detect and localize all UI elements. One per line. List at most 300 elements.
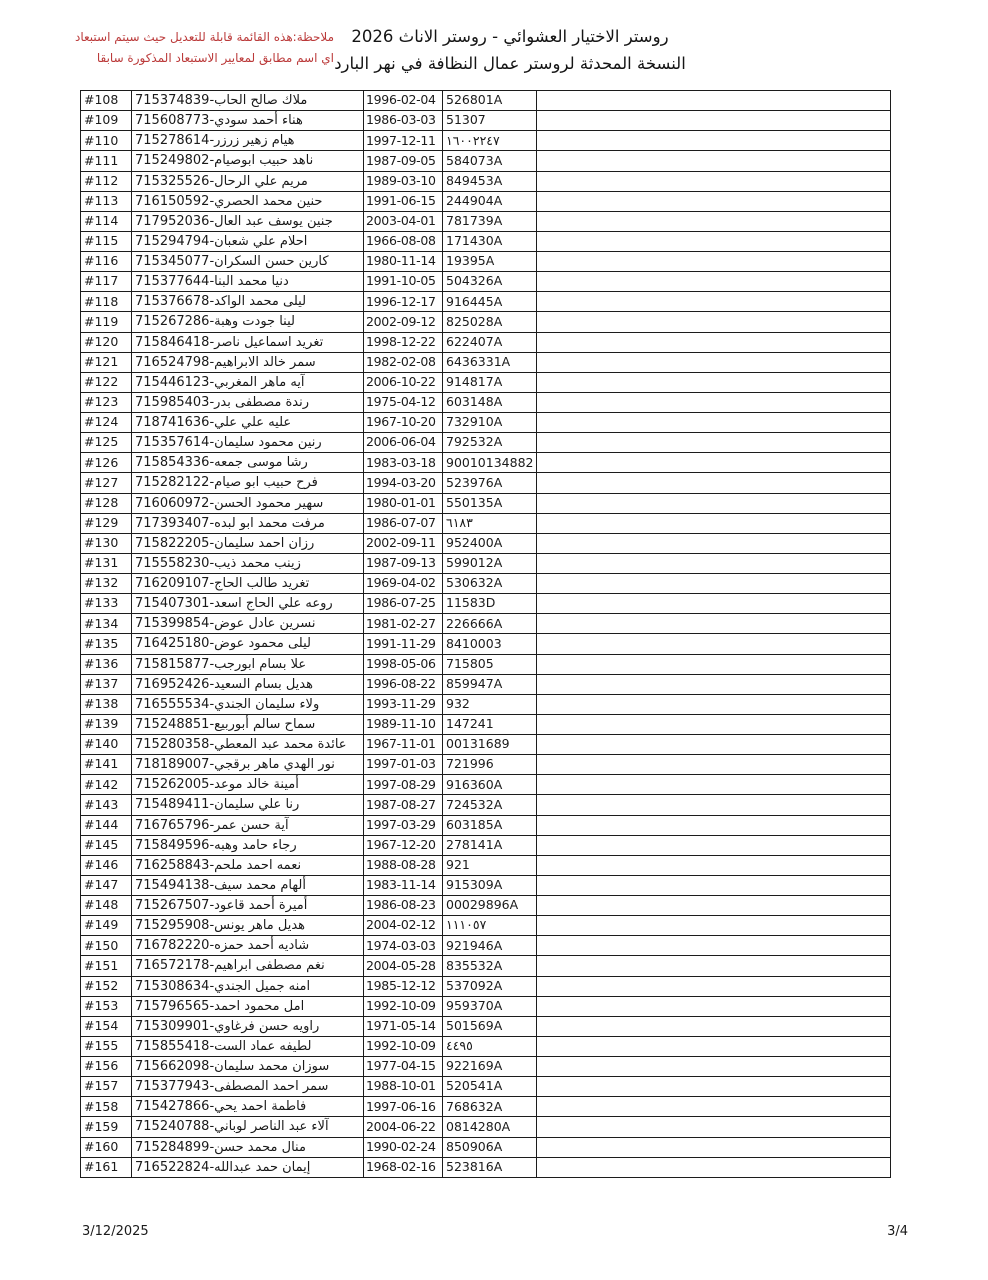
doc-id-cell: 0814280A	[443, 1117, 537, 1137]
name-id-cell: نور الهدي ماهر برقجي-718189007	[132, 755, 364, 775]
notes-cell	[537, 413, 891, 433]
dob-cell: 1983-03-18	[364, 453, 443, 473]
name-id-cell: منال محمد حسن-715284899	[132, 1137, 364, 1157]
notes-cell	[537, 875, 891, 895]
table-row	[81, 453, 891, 473]
doc-id-cell: 00029896A	[443, 896, 537, 916]
doc-id-cell: 721996	[443, 755, 537, 775]
doc-id-cell: 622407A	[443, 332, 537, 352]
notes-cell	[537, 1036, 891, 1056]
name-id-cell: آلاء عبد الناصر لوباني-715240788	[132, 1117, 364, 1137]
row-number-cell: #124	[81, 413, 132, 433]
row-number-cell: #131	[81, 553, 132, 573]
dob-cell: 2004-05-28	[364, 956, 443, 976]
name-id-cell: تغريد اسماعيل ناصر-715846418	[132, 332, 364, 352]
dob-cell: 2004-02-12	[364, 916, 443, 936]
dob-cell: 1997-03-29	[364, 815, 443, 835]
notes-cell	[537, 714, 891, 734]
table-row	[81, 292, 891, 312]
name-id-cell: رزان احمد سليمان-715822205	[132, 533, 364, 553]
table-row	[81, 1097, 891, 1117]
table-row	[81, 1137, 891, 1157]
dob-cell: 1974-03-03	[364, 936, 443, 956]
name-id-cell: عليه علي علي-718741636	[132, 413, 364, 433]
name-id-cell: امل محمود احمد-715796565	[132, 996, 364, 1016]
doc-id-cell: 599012A	[443, 553, 537, 573]
doc-id-cell: 959370A	[443, 996, 537, 1016]
document-title-line2: النسخة المحدثة لروستر عمال النظافة في نهر البارد	[334, 54, 686, 73]
name-id-cell: أمينة خالد موعد-715262005	[132, 775, 364, 795]
row-number-cell: #111	[81, 151, 132, 171]
dob-cell: 1991-06-15	[364, 191, 443, 211]
row-number-cell: #129	[81, 513, 132, 533]
dob-cell: 1992-10-09	[364, 996, 443, 1016]
name-id-cell: ليلى محمد الواكد-715376678	[132, 292, 364, 312]
name-id-cell: علا بسام ابورجب-715815877	[132, 654, 364, 674]
notes-cell	[537, 111, 891, 131]
table-row	[81, 815, 891, 835]
table-row	[81, 1077, 891, 1097]
doc-id-cell: 6436331A	[443, 352, 537, 372]
dob-cell: 1982-02-08	[364, 352, 443, 372]
name-id-cell: عائدة محمد عبد المعطي-715280358	[132, 735, 364, 755]
doc-id-cell: 90010134882	[443, 453, 537, 473]
dob-cell: 1996-12-17	[364, 292, 443, 312]
notes-cell	[537, 171, 891, 191]
doc-id-cell: 147241	[443, 714, 537, 734]
dob-cell: 2004-06-22	[364, 1117, 443, 1137]
table-row	[81, 533, 891, 553]
name-id-cell: مريم علي الرحال-715325526	[132, 171, 364, 191]
doc-id-cell: 8410003	[443, 634, 537, 654]
name-id-cell: نعمه احمد ملحم-716258843	[132, 855, 364, 875]
row-number-cell: #141	[81, 755, 132, 775]
doc-id-cell: 914817A	[443, 372, 537, 392]
dob-cell: 1971-05-14	[364, 1016, 443, 1036]
doc-id-cell: 278141A	[443, 835, 537, 855]
doc-id-cell: 849453A	[443, 171, 537, 191]
name-id-cell: تغريد طالب الحاج-716209107	[132, 574, 364, 594]
dob-cell: 1980-01-01	[364, 493, 443, 513]
table-row	[81, 473, 891, 493]
table-row	[81, 654, 891, 674]
table-row	[81, 855, 891, 875]
table-row	[81, 211, 891, 231]
name-id-cell: رشا موسى جمعه-715854336	[132, 453, 364, 473]
dob-cell: 1994-03-20	[364, 473, 443, 493]
table-row	[81, 1117, 891, 1137]
notes-cell	[537, 131, 891, 151]
notes-cell	[537, 553, 891, 573]
table-row	[81, 332, 891, 352]
row-number-cell: #139	[81, 714, 132, 734]
name-id-cell: فرح حبيب ابو صيام-715282122	[132, 473, 364, 493]
dob-cell: 1985-12-12	[364, 976, 443, 996]
table-row	[81, 795, 891, 815]
table-row	[81, 352, 891, 372]
notes-cell	[537, 1097, 891, 1117]
dob-cell: 1977-04-15	[364, 1057, 443, 1077]
notes-cell	[537, 735, 891, 755]
dob-cell: 1986-03-03	[364, 111, 443, 131]
dob-cell: 2006-10-22	[364, 372, 443, 392]
notes-cell	[537, 91, 891, 111]
dob-cell: 1966-08-08	[364, 231, 443, 251]
table-row	[81, 594, 891, 614]
row-number-cell: #133	[81, 594, 132, 614]
row-number-cell: #153	[81, 996, 132, 1016]
doc-id-cell: ٤٤٩٥	[443, 1036, 537, 1056]
dob-cell: 1975-04-12	[364, 392, 443, 412]
table-row	[81, 312, 891, 332]
dob-cell: 1991-11-29	[364, 634, 443, 654]
doc-id-cell: 501569A	[443, 1016, 537, 1036]
table-row	[81, 372, 891, 392]
doc-id-cell: 932	[443, 694, 537, 714]
dob-cell: 1998-12-22	[364, 332, 443, 352]
doc-id-cell: 792532A	[443, 433, 537, 453]
doc-id-cell: 781739A	[443, 211, 537, 231]
name-id-cell: آيه ماهر المغربي-715446123	[132, 372, 364, 392]
dob-cell: 1969-04-02	[364, 574, 443, 594]
notes-cell	[537, 654, 891, 674]
row-number-cell: #108	[81, 91, 132, 111]
notes-cell	[537, 533, 891, 553]
doc-id-cell: 922169A	[443, 1057, 537, 1077]
table-row	[81, 111, 891, 131]
name-id-cell: سماح سالم أبوربيع-715248851	[132, 714, 364, 734]
row-number-cell: #157	[81, 1077, 132, 1097]
table-row	[81, 916, 891, 936]
table-row	[81, 1157, 891, 1177]
name-id-cell: هديل ماهر يونس-715295908	[132, 916, 364, 936]
doc-id-cell: 584073A	[443, 151, 537, 171]
row-number-cell: #119	[81, 312, 132, 332]
name-id-cell: احلام علي شعبان-715294794	[132, 231, 364, 251]
dob-cell: 1987-09-13	[364, 553, 443, 573]
doc-id-cell: 603185A	[443, 815, 537, 835]
notes-cell	[537, 332, 891, 352]
dob-cell: 1986-08-23	[364, 896, 443, 916]
notes-cell	[537, 292, 891, 312]
table-row	[81, 413, 891, 433]
doc-id-cell: 768632A	[443, 1097, 537, 1117]
row-number-cell: #126	[81, 453, 132, 473]
notes-cell	[537, 775, 891, 795]
name-id-cell: فاطمة احمد يحي-715427866	[132, 1097, 364, 1117]
name-id-cell: جنين يوسف عبد العال-717952036	[132, 211, 364, 231]
table-row	[81, 1016, 891, 1036]
notes-cell	[537, 211, 891, 231]
doc-id-cell: 00131689	[443, 735, 537, 755]
dob-cell: 1987-08-27	[364, 795, 443, 815]
dob-cell: 1996-02-04	[364, 91, 443, 111]
table-row	[81, 191, 891, 211]
table-row	[81, 272, 891, 292]
table-row	[81, 976, 891, 996]
table-row	[81, 775, 891, 795]
doc-id-cell: 859947A	[443, 674, 537, 694]
disclaimer-note	[72, 27, 334, 69]
notes-cell	[537, 936, 891, 956]
name-id-cell: دنيا محمد البنا-715377644	[132, 272, 364, 292]
row-number-cell: #122	[81, 372, 132, 392]
doc-id-cell: 504326A	[443, 272, 537, 292]
table-row	[81, 614, 891, 634]
table-row	[81, 433, 891, 453]
row-number-cell: #136	[81, 654, 132, 674]
dob-cell: 1989-11-10	[364, 714, 443, 734]
table-row	[81, 151, 891, 171]
notes-cell	[537, 151, 891, 171]
notes-cell	[537, 272, 891, 292]
row-number-cell: #134	[81, 614, 132, 634]
name-id-cell: سوزان محمد سليمان-715662098	[132, 1057, 364, 1077]
row-number-cell: #159	[81, 1117, 132, 1137]
notes-cell	[537, 855, 891, 875]
dob-cell: 2002-09-12	[364, 312, 443, 332]
notes-cell	[537, 1117, 891, 1137]
row-number-cell: #148	[81, 896, 132, 916]
notes-cell	[537, 513, 891, 533]
doc-id-cell: 732910A	[443, 413, 537, 433]
row-number-cell: #130	[81, 533, 132, 553]
doc-id-cell: 603148A	[443, 392, 537, 412]
row-number-cell: #135	[81, 634, 132, 654]
row-number-cell: #144	[81, 815, 132, 835]
notes-cell	[537, 1016, 891, 1036]
doc-id-cell: 850906A	[443, 1137, 537, 1157]
row-number-cell: #150	[81, 936, 132, 956]
notes-cell	[537, 191, 891, 211]
notes-cell	[537, 1057, 891, 1077]
table-row	[81, 674, 891, 694]
row-number-cell: #117	[81, 272, 132, 292]
dob-cell: 1988-08-28	[364, 855, 443, 875]
table-row	[81, 694, 891, 714]
doc-id-cell: 550135A	[443, 493, 537, 513]
doc-id-cell: 526801A	[443, 91, 537, 111]
notes-cell	[537, 634, 891, 654]
document-title	[315, 23, 705, 77]
row-number-cell: #113	[81, 191, 132, 211]
dob-cell: 1987-09-05	[364, 151, 443, 171]
row-number-cell: #121	[81, 352, 132, 372]
name-id-cell: آية حسن عمر-716765796	[132, 815, 364, 835]
notes-cell	[537, 674, 891, 694]
doc-id-cell: 921	[443, 855, 537, 875]
name-id-cell: روعه علي الحاج اسعد-715407301	[132, 594, 364, 614]
doc-id-cell: 530632A	[443, 574, 537, 594]
row-number-cell: #154	[81, 1016, 132, 1036]
row-number-cell: #145	[81, 835, 132, 855]
name-id-cell: سهير محمود الحسن-716060972	[132, 493, 364, 513]
name-id-cell: سمر احمد المصطفى-715377943	[132, 1077, 364, 1097]
table-row	[81, 896, 891, 916]
row-number-cell: #115	[81, 231, 132, 251]
dob-cell: 1997-12-11	[364, 131, 443, 151]
dob-cell: 1983-11-14	[364, 875, 443, 895]
name-id-cell: ليلى محمود عوض-716425180	[132, 634, 364, 654]
notes-cell	[537, 1157, 891, 1177]
row-number-cell: #140	[81, 735, 132, 755]
table-row	[81, 714, 891, 734]
notes-cell	[537, 795, 891, 815]
notes-cell	[537, 1077, 891, 1097]
doc-id-cell: ١٦٠٠٢٢٤٧	[443, 131, 537, 151]
doc-id-cell: 952400A	[443, 533, 537, 553]
name-id-cell: لينا جودت وهبة-715267286	[132, 312, 364, 332]
row-number-cell: #110	[81, 131, 132, 151]
notes-cell	[537, 594, 891, 614]
table-row	[81, 513, 891, 533]
table-row	[81, 392, 891, 412]
doc-id-cell: 715805	[443, 654, 537, 674]
dob-cell: 1997-06-16	[364, 1097, 443, 1117]
doc-id-cell: 19395A	[443, 252, 537, 272]
doc-id-cell: 916445A	[443, 292, 537, 312]
notes-cell	[537, 614, 891, 634]
name-id-cell: أميرة أحمد قاعود-715267507	[132, 896, 364, 916]
name-id-cell: رنين محمود سليمان-715357614	[132, 433, 364, 453]
notes-cell	[537, 473, 891, 493]
name-id-cell: امنه جميل الجندي-715308634	[132, 976, 364, 996]
table-row	[81, 91, 891, 111]
row-number-cell: #149	[81, 916, 132, 936]
name-id-cell: مرفت محمد ابو لبده-717393407	[132, 513, 364, 533]
dob-cell: 1986-07-25	[364, 594, 443, 614]
table-row	[81, 493, 891, 513]
notes-cell	[537, 453, 891, 473]
dob-cell: 1989-03-10	[364, 171, 443, 191]
footer-date: 3/12/2025	[82, 1224, 149, 1239]
notes-cell	[537, 1137, 891, 1157]
row-number-cell: #155	[81, 1036, 132, 1056]
doc-id-cell: 51307	[443, 111, 537, 131]
doc-id-cell: 724532A	[443, 795, 537, 815]
table-row	[81, 1057, 891, 1077]
name-id-cell: رندة مصطفى بدر-715985403	[132, 392, 364, 412]
table-row	[81, 131, 891, 151]
row-number-cell: #132	[81, 574, 132, 594]
name-id-cell: إيمان حمد عبدالله-716522824	[132, 1157, 364, 1177]
dob-cell: 1997-01-03	[364, 755, 443, 775]
name-id-cell: ملاك صالح الحاب-715374839	[132, 91, 364, 111]
doc-id-cell: 915309A	[443, 875, 537, 895]
doc-id-cell: 916360A	[443, 775, 537, 795]
row-number-cell: #128	[81, 493, 132, 513]
row-number-cell: #118	[81, 292, 132, 312]
dob-cell: 1980-11-14	[364, 252, 443, 272]
row-number-cell: #152	[81, 976, 132, 996]
doc-id-cell: 171430A	[443, 231, 537, 251]
notes-cell	[537, 896, 891, 916]
notes-cell	[537, 231, 891, 251]
row-number-cell: #123	[81, 392, 132, 412]
dob-cell: 2002-09-11	[364, 533, 443, 553]
doc-id-cell: ٦١٨٣	[443, 513, 537, 533]
row-number-cell: #143	[81, 795, 132, 815]
row-number-cell: #151	[81, 956, 132, 976]
doc-id-cell: 523816A	[443, 1157, 537, 1177]
row-number-cell: #142	[81, 775, 132, 795]
table-row	[81, 574, 891, 594]
row-number-cell: #120	[81, 332, 132, 352]
row-number-cell: #112	[81, 171, 132, 191]
dob-cell: 1981-02-27	[364, 614, 443, 634]
dob-cell: 1986-07-07	[364, 513, 443, 533]
table-row	[81, 252, 891, 272]
doc-id-cell: 523976A	[443, 473, 537, 493]
roster-table	[80, 90, 891, 1178]
table-row	[81, 553, 891, 573]
table-row	[81, 231, 891, 251]
dob-cell: 1993-11-29	[364, 694, 443, 714]
name-id-cell: كارين حسن السكران-715345077	[132, 252, 364, 272]
notes-cell	[537, 755, 891, 775]
table-row	[81, 634, 891, 654]
dob-cell: 1988-10-01	[364, 1077, 443, 1097]
doc-id-cell: 537092A	[443, 976, 537, 996]
dob-cell: 1998-05-06	[364, 654, 443, 674]
notes-cell	[537, 372, 891, 392]
table-row	[81, 1036, 891, 1056]
name-id-cell: ناهد حبيب ابوصيام-715249802	[132, 151, 364, 171]
dob-cell: 1967-10-20	[364, 413, 443, 433]
row-number-cell: #125	[81, 433, 132, 453]
row-number-cell: #137	[81, 674, 132, 694]
dob-cell: 1991-10-05	[364, 272, 443, 292]
notes-cell	[537, 392, 891, 412]
row-number-cell: #127	[81, 473, 132, 493]
notes-cell	[537, 574, 891, 594]
dob-cell: 1967-11-01	[364, 735, 443, 755]
notes-cell	[537, 996, 891, 1016]
roster-table-body	[81, 91, 891, 1178]
name-id-cell: لطيفه عماد الست-715855418	[132, 1036, 364, 1056]
name-id-cell: سمر خالد الابراهيم-716524798	[132, 352, 364, 372]
dob-cell: 1967-12-20	[364, 835, 443, 855]
name-id-cell: شاديه أحمد حمزه-716782220	[132, 936, 364, 956]
table-row	[81, 936, 891, 956]
dob-cell: 1997-08-29	[364, 775, 443, 795]
row-number-cell: #158	[81, 1097, 132, 1117]
table-row	[81, 755, 891, 775]
name-id-cell: رجاء حامد وهبه-715849596	[132, 835, 364, 855]
name-id-cell: ولاء سليمان الجندي-716555534	[132, 694, 364, 714]
dob-cell: 1992-10-09	[364, 1036, 443, 1056]
name-id-cell: رنا علي سليمان-715489411	[132, 795, 364, 815]
table-row	[81, 875, 891, 895]
name-id-cell: ألهام محمد سيف-715494138	[132, 875, 364, 895]
name-id-cell: راويه حسن فرغاوي-715309901	[132, 1016, 364, 1036]
doc-id-cell: 921946A	[443, 936, 537, 956]
row-number-cell: #109	[81, 111, 132, 131]
doc-id-cell: ١١١٠٥٧	[443, 916, 537, 936]
row-number-cell: #160	[81, 1137, 132, 1157]
row-number-cell: #116	[81, 252, 132, 272]
name-id-cell: نغم مصطفى ابراهيم-716572178	[132, 956, 364, 976]
name-id-cell: هناء أحمد سودي-715608773	[132, 111, 364, 131]
table-row	[81, 171, 891, 191]
row-number-cell: #156	[81, 1057, 132, 1077]
dob-cell: 1996-08-22	[364, 674, 443, 694]
notes-cell	[537, 493, 891, 513]
row-number-cell: #138	[81, 694, 132, 714]
notes-cell	[537, 835, 891, 855]
doc-id-cell: 825028A	[443, 312, 537, 332]
doc-id-cell: 226666A	[443, 614, 537, 634]
